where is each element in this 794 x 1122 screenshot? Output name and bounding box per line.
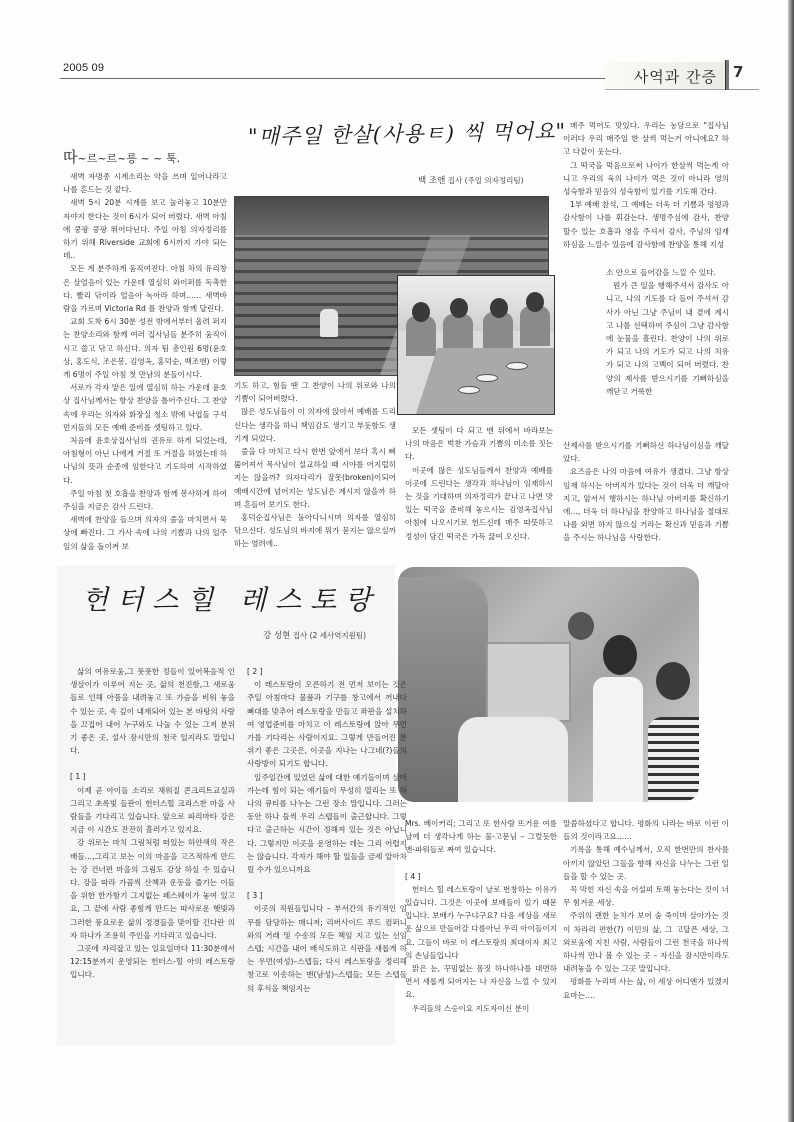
photo-child-striped-shirt xyxy=(648,717,699,802)
section-label: [ 2 ] xyxy=(247,667,263,676)
paragraph: 그곳에 자리잡고 있는 일요일마다 11:30분에서 12:15분까지 운영되는 헌터스-힐 아의 레스토랑입니다. xyxy=(70,944,235,980)
photo-food-pot xyxy=(458,717,568,802)
paragraph: 산제사를 받으시기를 기뻐하신 하나님이심을 깨달았다. xyxy=(563,441,729,464)
photo-person-head xyxy=(412,302,430,322)
section-label: [ 1 ] xyxy=(70,772,86,782)
paragraph: 새벽에 찬양을 들으며 의자의 줄을 마치면서 묵상에 빠진다. 그 가사 속에 나의 기쁨과 나의 일주일의 삶을 돌이켜 보 xyxy=(63,515,227,551)
paragraph: 삶의 여유로움,그 풋풋한 정들이 있어복음적 인생살이가 이루어 지는 곳, 삶의 천진함,그 새로움들로 인해 아픔을 내려놓고 또 가슴을 비워 놓을 수 있는 곳, 속 깊이 내재되어 있는 본 바탕의 사랑을 끄집어 내어 누구와도 나눌 수 있는 그저 분위기 좋은 곳, 설사 잠시만의 천국 일지라도 말입니다. xyxy=(70,667,235,756)
article1-column-4-top xyxy=(563,119,729,251)
photo-plate xyxy=(458,386,480,394)
paragraph: 많은 성도님들이 이 의자에 앉아서 예배를 드리신다는 생각을 하니 책임감도 생기고 부듯함도 생기게 되었다. xyxy=(234,407,396,443)
article1-title: "매주일 한살(사용ㅌ) 씩 먹어요" xyxy=(247,119,567,149)
photo-person-head xyxy=(526,292,544,312)
paragraph: 요즈음은 나의 마음에 여유가 생겼다. 그냥 항상 임재 하시는 아버지가 있다는 것이 더욱 더 깨달아지고, 앞서서 행하시는 하나님 아버지를 확신하기에…, 더욱 더 하나님을 찬양하고 하나님을 절대로 나를 외면 하지 않으실 거라는 확신과 믿음과 기쁨을 주시는 하나님을 사랑한다. xyxy=(563,467,729,543)
paragraph: 맑은 눈, 꾸밈없는 몸짓 하나하나를 대면하면서 새롭게 되어지는 나 자신을 느낄 수 있지요. xyxy=(405,964,557,1000)
paragraph: 말씀하셨다고 합니다. 평화의 나라는 바로 이런 이들의 것이라고요…… xyxy=(563,819,729,842)
author-role: 집사 (2 세사역지원팀) xyxy=(292,631,367,640)
photo-person-head xyxy=(490,298,508,318)
spacer xyxy=(405,857,557,870)
paragraph: 뭔가 큰 일을 행해주셔서 감사도 아니고, 나의 기도를 다 들어 주셔서 감사가 아닌 그냥 주님이 내 곁에 계시고 나를 선택하여 주심이 그냥 감사함에 눈물을 흘린다. 찬양이 나의 위로가 되고 나의 기도가 되고 나의 치유가 되고 나의 고백이 되어 버렸다. 찬양의 제사를 받으시기를 기뻐하심을 깨닫고 거룩한 xyxy=(606,281,729,396)
photo-plate xyxy=(476,374,498,382)
paragraph: 기록을 통해 예수님께서, 오직 한번만의 찬사를 아끼지 않았던 그들을 향해 자신을 나누는 그런 일들을 할 수 있는 곳. xyxy=(563,845,729,881)
paragraph: 홍덕순집사님은 돌아다니시며 의자를 열심히 닦으신다. 성도님의 바지에 뭐가 묻지는 않으실까 하는 염려에.. xyxy=(234,513,396,549)
section-title: 사역과 간증 xyxy=(633,68,717,86)
paragraph: 모든 셋팅이 다 되고 맨 뒤에서 바라보는 나의 마음은 벅찬 가슴과 기쁨의 미소를 짓는다. xyxy=(405,426,553,462)
paragraph: 줄을 다 마치고 다시 한번 앞에서 보다 혹시 삐 뚫어져서 목사님이 설교하실 때 시야를 어지럽히지는 않을까? 의자다리가 잘못(broken)이되어 예배시간에 넘어지는 성도님은 계시지 않을까 하며 흔들어 보기도 한다. xyxy=(234,447,396,509)
article2-column-4 xyxy=(563,817,729,1002)
photo-person xyxy=(406,316,436,356)
photo-child-head xyxy=(603,635,637,675)
paragraph: 그 떡국을 먹음으로써 나이가 한살씩 먹는게 아니고 우리의 육의 나이가 먹은 것이 아니라 영의 성숙함과 믿음의 성숙함이 있기를 기도해 간다. xyxy=(563,160,729,197)
photo-stage-area xyxy=(235,197,548,235)
section-label: [ 3 ] xyxy=(247,891,263,901)
spacer xyxy=(247,876,407,889)
paragraph: 새벽 5시 20분 시계를 보고 눌러놓고 10분만 자야지 한다는 것이 6시가 되어 버렸다. 새벽 아침에 쿵팡 쿵팡 뛰어다닌다. 주일 아침 의자정리를 하기 위해 Riverside 교회에 6시까지 가야 되는데.. xyxy=(63,198,227,261)
paragraph: 꼭 막힌 자신 속을 어설피 토해 놓는다는 것이 너무 힘겨운 세상. xyxy=(563,885,729,908)
page-number-rule xyxy=(729,89,759,90)
paragraph: 처음에 윤호상집사님의 권유로 하게 되었는데, 아침형이 아닌 나에게 거절 또 거절을 하였는데 하나님의 뜻과 순종에 임한다고 기도하며 시작하였다. xyxy=(63,436,227,485)
article1-column-3 xyxy=(405,424,553,543)
paragraph: 1부 예배 참석, 그 예배는 더욱 더 기쁨과 평평과 감사함이 나를 휘감는다. 생명주심에 감사, 찬양 할수 있는 호흡과 영을 주셔서 감사, 주님의 임재 하심을 느낄수 있음에 감사함에 찬양을 통해 지성 xyxy=(563,200,729,249)
photo-cooler xyxy=(486,642,571,722)
photo-person-arranging-chairs xyxy=(320,309,338,337)
photo-child-body xyxy=(593,677,643,802)
article2-column-1 xyxy=(70,665,235,982)
scan-edge xyxy=(788,0,794,1122)
paragraph: 주위의 괜한 눈치가 보여 숨 죽이며 살아가는 것이 차라리 편한(?) 이민의 삶, 그 고달픈 세상, 그 외로움에 지친 사람, 사람들이 그런 천국을 하나씩 하나씩 만나 볼 수 있는 곳 – 자신을 잠시만이라도 내려놓을 수 있는 그곳 말입니다. xyxy=(563,911,729,974)
spacer xyxy=(70,757,235,770)
issue-date: 2005 09 xyxy=(63,62,105,74)
article1-column-1 xyxy=(63,170,227,553)
paragraph: 서로가 각자 맡은 일에 열심히 하는 가운데 윤호상 집사님께서는 항상 찬양을 틀어주신다. 그 찬양 속에 우리는 의자와 화장실 청소 밖에 낙엽들 구석 먼지들의 모든 예배 준비를 셋팅하고 있다. xyxy=(63,383,227,432)
article2-title: 헌터스힐 레스토랑 xyxy=(82,585,381,616)
article1-byline xyxy=(418,174,524,186)
kicker-first-char: 따 xyxy=(63,148,78,166)
article1-kicker xyxy=(63,146,180,167)
article2-column-3 xyxy=(405,817,557,1015)
paragraph: 새벽 자명종 시계소리는 악을 쓰며 일어나라고 나를 흔드는 것 같다. xyxy=(63,172,227,195)
article1-column-2 xyxy=(234,379,396,551)
header-divider xyxy=(60,78,608,79)
article2-byline xyxy=(263,629,366,641)
restaurant-children-photo xyxy=(398,567,699,802)
paragraph: 우리들의 스승이요 지도자이신 분이 xyxy=(412,1003,530,1013)
author-role: 집사 (주일 의자정리팀) xyxy=(447,176,524,185)
kicker-rest: ~르~르~릉 ~ ~ 툭. xyxy=(77,152,181,165)
section-banner xyxy=(605,62,725,90)
photo-child-head xyxy=(568,612,594,640)
photo-person xyxy=(520,306,550,346)
paragraph: 이곳에 많은 성도님들께서 찬양과 예배를 이곳에 드린다는 생각과 하나님이 임재하시는 것을 기대하며 의자정리가 끝나고 나면 맛있는 떡국을 준비해 놓으시는 김영옥집사님 아침에 나오시기로 헌드신데 매주 따뜻하고 정성이 담긴 떡국은 가득 끓여 오신다. xyxy=(405,465,553,541)
page-number: 7 xyxy=(733,63,744,81)
author-name: 백 조앤 xyxy=(418,176,446,186)
paragraph: 이제 곧 아이들 소리로 채워질 콘크리트교실과 그리고 초록빛 들판이 헌터스힐 크리스찬 마을 사람들을 기다리고 있습니다. 앞으로 파리마타 강은 지금 이 시간도 잔잔히 흘러가고 있지요. xyxy=(70,785,235,835)
article1-column-4-narrow xyxy=(606,266,729,398)
paragraph: 교회 도착 6시 30분 성전 밖에서부터 울려 퍼지는 찬양소리와 함께 여러 집사님들 분주히 움직이시고 쓸고 닦고 하신다. 의자 팀 총인원 6명(윤호상, 홍도식, 조은봉, 김영옥, 홍덕순, 백조앤) 이렇게 6명이 주일 아침 첫 만남의 분들이시다. xyxy=(63,317,227,380)
paragraph: 주일 아침 첫 호흡을 찬양과 함께 봉사하게 하여 주심을 지금은 감사 드린다. xyxy=(63,488,227,512)
photo-plate xyxy=(506,362,528,370)
section-label: [ 4 ] xyxy=(405,871,421,881)
photo-child-head xyxy=(656,662,690,700)
paragraph: 헌터스 힐 레스토랑이 날로 번창하는 이유가 있습니다. 그것은 이곳에 보배들이 있기 때문입니다. 보배가 누구냐구요? 다음 세상을 새로운 삶으로 만들어갈 다름아닌 우리 아이들이지요. 그들이 바로 이 레스토랑의 최대이자 최고의 손님들입니다 xyxy=(405,884,557,960)
paragraph: 기도 하고, 힘들 땐 그 찬양이 나의 위로와 나의 기쁨이 되어버렸다. xyxy=(234,381,396,404)
paragraph: 소 안으로 들어감을 느낄 수 있다. xyxy=(606,268,716,277)
section-bar-divider xyxy=(725,60,729,90)
paragraph: 강 위로는 마치 그림처럼 떠있는 하얀색의 작은 배들…,그리고 보는 이의 마음을 고즈적하게 만드는 강 건너편 마을의 그림도 감상 하실 수 있습니다. 강을 따라 가끔씩 산책과 운동을 즐기는 이들을 위한 한가함기 그지없는 페스웨이가 놓여 있고요, 그 끝에 사람 좋힘게 만드는 따사로운 햇빛과 그러한 풍요로운 삶의 정경들을 맞이할 긴다란 의자 하나가 조용히 주인을 기다리고 있습니다. xyxy=(70,838,235,940)
breakfast-table-photo xyxy=(397,275,555,415)
paragraph: 평화를 누리며 사는 삶, 이 세상 어디엔가 있겠지요마는…. xyxy=(563,977,729,1000)
paragraph: Mrs. 베이커리; 그리고 또 한사람 뜨거운 여름날에 더 생각나게 하는 물-고문님 – 그럴듯한 맨-파워들로 짜여 있습니다. xyxy=(405,819,557,855)
paragraph: 이 레스토랑이 오픈하기 전 먼저 보이는 것은 주일 아침마다 물품과 기구를 창고에서 꺼내다 뼈대를 맞추어 레스토랑을 만들고 좌판을 설치하여 영업준비를 마치고 이 레스토랑에 앉아 무언가를 기다리는 사람이지요. 그렇게 만들어진 분위기 좋은 그곳은, 이곳을 지나는 나그네(?)들의 사랑방이 되기도 합니다. xyxy=(247,680,407,769)
article1-column-4-bottom xyxy=(563,439,729,545)
author-name: 강 성현 xyxy=(263,631,291,641)
paragraph: 모든 게 분주하게 움직여진다. 아침 차의 유리창은 살얼음이 있는 가운데 열심히 와이퍼를 독촉한다. 빨리 닦이라 얼음아 녹아라 하며…… 새벽바람을 가르며 Victoria Rd 를 찬양과 함께 달린다. xyxy=(63,264,227,314)
photo-person xyxy=(483,312,513,352)
photo-person-head xyxy=(450,298,468,318)
paragraph: 매주 먹어도 맛있다. 우리는 농담으로 "집사님 이러다 우리 매주일 한 살씩 먹는거 아니에요? 하고 다같이 웃는다. xyxy=(563,121,729,157)
paragraph: 일주일간에 있었던 삶에 대한 얘기들이며 살아가는데 힘이 되는 얘기들이 무성히 열리는 또 하나의 큐티를 나누는 그런 장소 말입니다. 그러는 동안 하나 둘씩 우리 스텝들이 출근합니다. 그렇다고 출근하는 시간이 정해져 있는 것은 아닙니다. 그렇지만 이곳을 운영하는 데는 그리 어렵지는 않습니다. 각자가 해야 할 일들을 금세 알아차릴 수가 있으니까요 xyxy=(247,772,407,875)
article2-column-2 xyxy=(247,665,407,995)
paragraph: 이곳의 직원들입니다 – 부서간의 유기적인 임무를 담당하는 매니저; 리버사이드 푸드 컴퍼니와의 거래 및 수송의 모든 책임 지고 있는 선임 스텝; 시간을 내어 배식도하고 식판을 새롭게 하는 우먼(여성)–스텝들; 다시 레스토랑을 정리해 창고로 이송하는 맨(남성)–스텝들; 모든 스텝들의 후식을 책임지는 xyxy=(247,904,407,993)
